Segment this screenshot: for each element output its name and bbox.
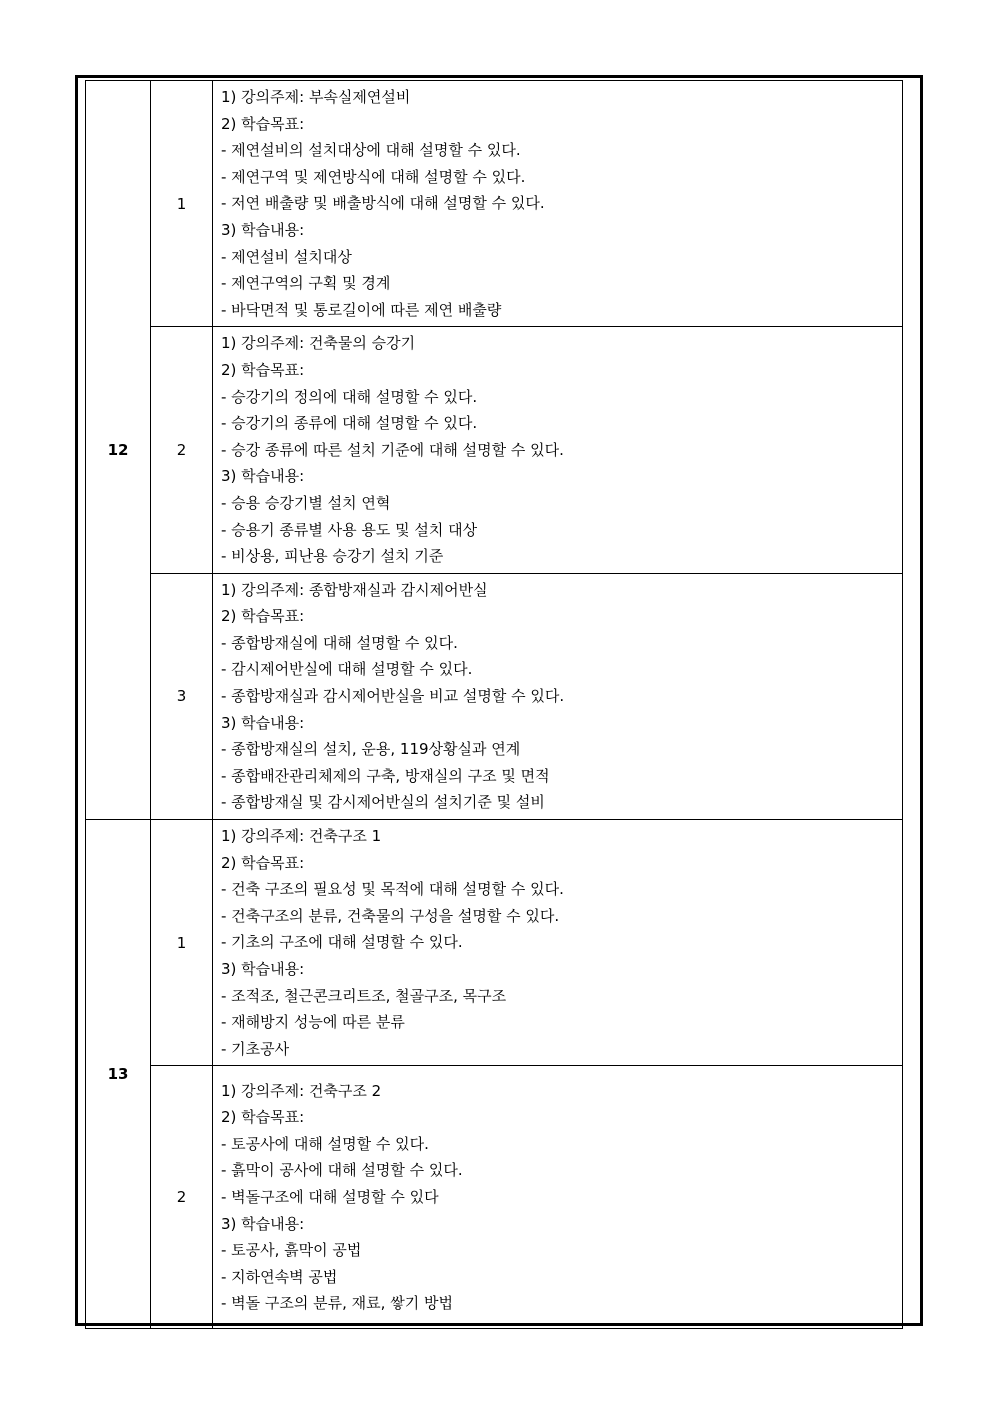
content-line: - 토공사, 흙막이 공법 [221,1241,362,1260]
table-row [86,573,903,819]
content-line: - 건축구조의 분류, 건축물의 구성을 설명할 수 있다. [221,906,560,925]
content-line: - 종합방재실의 설치, 운용, 119상황실과 연계 [221,740,521,759]
session-content-cell [213,81,903,327]
content-line: - 승강 종류에 따른 설치 기준에 대해 설명할 수 있다. [221,440,564,459]
session-number-cell: 1 [151,81,213,327]
content-line: 3) 학습내용: [221,1214,305,1233]
content-line: - 비상용, 피난용 승강기 설치 기준 [221,547,444,566]
content-line: 3) 학습내용: [221,960,305,978]
content-line: - 감시제어반실에 대해 설명할 수 있다. [221,660,473,679]
content-line: 1) 강의주제: 건축구조 1 [221,827,382,846]
session-number-cell: 1 [151,820,213,1066]
table-row [86,820,903,1066]
session-content-cell [213,820,903,1066]
content-line: 1) 강의주제: 건축물의 승강기 [221,334,416,353]
content-line: - 건축 구조의 필요성 및 목적에 대해 설명할 수 있다. [221,880,564,899]
content-line: - 종합방재실에 대해 설명할 수 있다. [221,633,458,652]
content-line: 3) 학습내용: [221,467,305,486]
content-line: - 종합방재실 및 감시제어반실의 설치기준 및 설비 [221,793,545,812]
content-line: 3) 학습내용: [221,713,305,732]
content-line: - 저연 배출량 및 배출방식에 대해 설명할 수 있다. [221,194,545,213]
content-line: 1) 강의주제: 종합방재실과 감시제어반실 [221,580,488,599]
content-line: - 벽돌 구조의 분류, 재료, 쌓기 방법 [221,1294,453,1313]
content-line: - 재해방지 성능에 따른 분류 [221,1013,405,1032]
content-line: - 승용기 종류별 사용 용도 및 설치 대상 [221,520,478,539]
content-line: - 종합배잔관리체제의 구축, 방재실의 구조 및 면적 [221,766,550,785]
content-line: - 바닥면적 및 통로길이에 따른 제연 배출량 [221,300,502,319]
syllabus-table-body [86,81,903,1329]
content-line: 1) 강의주제: 부속실제연설비 [221,88,411,106]
table-row [86,1066,903,1329]
content-line: - 기초공사 [221,1039,290,1058]
content-line: - 제연구역의 구획 및 경계 [221,274,391,293]
content-line: 2) 학습목표: [221,360,305,379]
content-line: 2) 학습목표: [221,114,305,133]
content-line: - 제연구역 및 제연방식에 대해 설명할 수 있다. [221,167,526,186]
content-line: - 조적조, 철근콘크리트조, 철골구조, 목구조 [221,986,507,1005]
syllabus-table [85,80,903,1329]
content-line: - 토공사에 대해 설명할 수 있다. [221,1134,429,1153]
content-line: 1) 강의주제: 건축구조 2 [221,1081,382,1100]
week-number-cell: 12 [86,81,151,820]
content-line: - 승용 승강기별 설치 연혁 [221,493,391,512]
session-number-cell: 2 [151,327,213,573]
session-content-cell [213,573,903,819]
content-line: - 흙막이 공사에 대해 설명할 수 있다. [221,1161,463,1180]
session-content-cell [213,1066,903,1329]
content-line: - 종합방재실과 감시제어반실을 비교 설명할 수 있다. [221,687,565,706]
content-line: - 제연설비의 설치대상에 대해 설명할 수 있다. [221,141,521,160]
content-line: - 기초의 구조에 대해 설명할 수 있다. [221,933,463,952]
session-number-cell: 3 [151,573,213,819]
content-line: 2) 학습목표: [221,1108,305,1127]
content-line: - 제연설비 설치대상 [221,247,352,266]
week-number-cell: 13 [86,820,151,1329]
content-line: - 승강기의 정의에 대해 설명할 수 있다. [221,387,478,406]
content-line: 3) 학습내용: [221,220,305,239]
session-number-cell: 2 [151,1066,213,1329]
content-line: 2) 학습목표: [221,607,305,626]
table-row [86,327,903,573]
session-content-cell [213,327,903,573]
table-row [86,81,903,327]
content-line: - 승강기의 종류에 대해 설명할 수 있다. [221,414,478,433]
content-line: - 벽돌구조에 대해 설명할 수 있다 [221,1188,439,1207]
content-line: - 지하연속벽 공법 [221,1267,338,1286]
content-line: 2) 학습목표: [221,853,305,872]
